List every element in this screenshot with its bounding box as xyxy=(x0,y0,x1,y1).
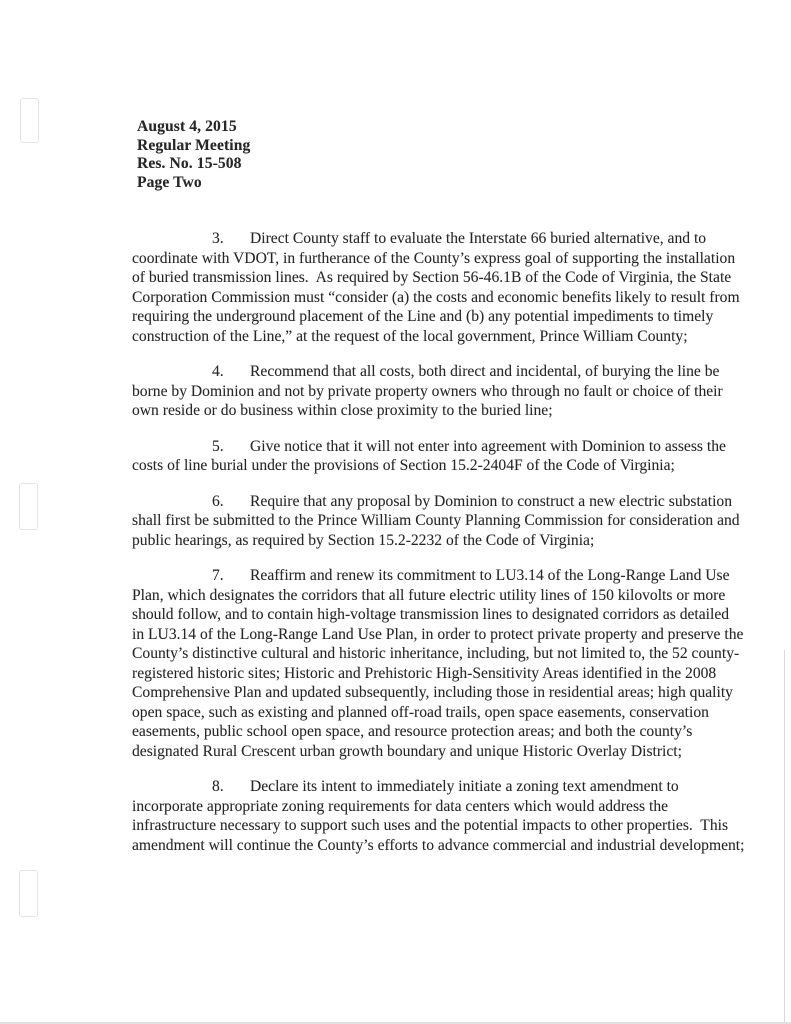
clause-number: 4. xyxy=(212,363,224,380)
clause-text: Declare its intent to immediately initiate a zoning text amendment to incorporate appropriate zoning requirements for data centers which would address the infrastructure necessary to support such uses and the potential impacts to other properties. This amendment will continue the County’s efforts to advance commercial and industrial development; xyxy=(132,778,745,854)
clause-number: 8. xyxy=(212,778,224,795)
resolution-clause-6 xyxy=(132,492,745,551)
resolution-body xyxy=(132,229,748,871)
clause-number: 3. xyxy=(212,230,224,247)
header-page-label: Page Two xyxy=(137,173,202,191)
header-date: August 4, 2015 xyxy=(137,118,237,135)
clause-text: Direct County staff to evaluate the Interstate 66 buried alternative, and to coordinate with VDOT, in furtherance of the County’s express goal of supporting the installation of buried transmission lines. As required by Section 56-46.1B of the Code of Virginia, the State Corporation Commission must “consider (a) the costs and economic benefits likely to result from requiring the underground placement of the Line and (b) any potential impediments to timely construction of the Line,” at the request of the local government, Prince William County; xyxy=(132,230,744,345)
resolution-clause-4 xyxy=(132,362,745,421)
clause-number: 5. xyxy=(212,437,224,455)
scan-edge-artifact xyxy=(784,650,785,1024)
punch-hole-mark xyxy=(19,870,38,917)
punch-hole-mark xyxy=(20,98,39,143)
punch-hole-mark xyxy=(19,483,38,530)
resolution-clause-7 xyxy=(132,566,748,761)
clause-text: Reaffirm and renew its commitment to LU3.14 of the Long-Range Land Use Plan, which designates the corridors that all future electric utility lines of 150 kilovolts or more should follow, and to contain high-voltage transmission lines to designated corridors as detailed in LU3.14 of the Long-Range Land Use Plan, in order to protect private property and preserve the County’s distinctive cultural and historic inheritance, including, but not limited to, the 52 county-registered historic sites; Historic and Prehistoric High-Sensitivity Areas identified in the 2008 Comprehensive Plan and updated subsequently, including those in residential areas; high quality open space, such as existing and planned off-road trails, open space easements, conservation easements, public school open space, and resource protection areas; and both the county’s designated Rural Crescent urban growth boundary and unique Historic Overlay District; xyxy=(132,567,748,760)
clause-number: 7. xyxy=(212,567,224,584)
clause-text: Give notice that it will not enter into agreement with Dominion to assess the costs of line burial under the provisions of Section 15.2-2404F of the Code of Virginia; xyxy=(132,437,730,474)
resolution-clause-3 xyxy=(132,229,745,346)
resolution-clause-8 xyxy=(132,777,745,855)
document-header xyxy=(137,118,250,192)
clause-text: Recommend that all costs, both direct and incidental, of burying the line be borne by Dominion and not by private property owners who through no fault or choice of their own reside or do business within close proximity to the buried line; xyxy=(132,363,727,419)
clause-text: Require that any proposal by Dominion to construct a new electric substation shall first be submitted to the Prince William County Planning Commission for consideration and public hearings, as required by Section 15.2-2232 of the Code of Virginia; xyxy=(132,492,744,549)
clause-number: 6. xyxy=(212,492,224,510)
resolution-clause-5 xyxy=(132,437,745,476)
header-resolution-number: Res. No. 15-508 xyxy=(137,155,242,173)
header-meeting-type: Regular Meeting xyxy=(137,136,251,154)
